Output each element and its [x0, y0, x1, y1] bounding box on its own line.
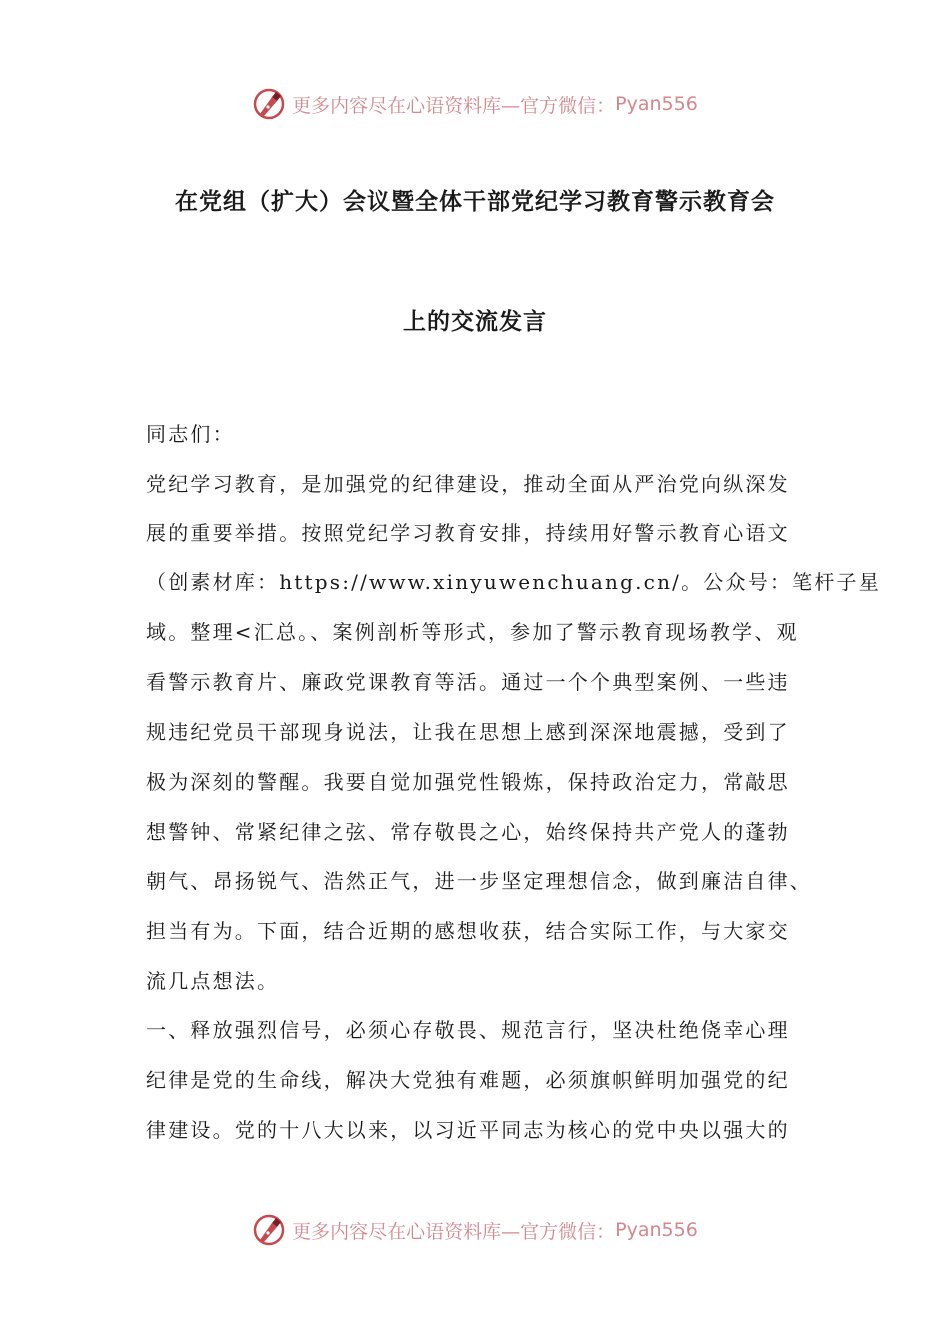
body-line: 纪律是党的生命线，解决大党独有难题，必须旗帜鲜明加强党的纪 [146, 1068, 790, 1092]
body-line: 朝气、昂扬锐气、浩然正气，进一步坚定理想信念，做到廉洁自律、 [146, 869, 812, 893]
watermark-text: 更多内容尽在心语资料库—官方微信： [292, 1220, 616, 1243]
pen-nib-logo-icon [252, 1213, 286, 1247]
watermark-footer [0, 1210, 950, 1250]
document-title-line-1: 在党组（扩大）会议暨全体干部党纪学习教育警示教育会 [175, 188, 775, 215]
body-line: 想警钟、常紧纪律之弦、常存敬畏之心，始终保持共产党人的蓬勃 [146, 820, 790, 844]
body-line: 党纪学习教育，是加强党的纪律建设，推动全面从严治党向纵深发 [146, 472, 790, 496]
document-title-line-2: 上的交流发言 [403, 308, 547, 335]
pen-nib-logo-icon [252, 87, 286, 121]
section-heading: 一、释放强烈信号，必须心存敬畏、规范言行，坚决杜绝侥幸心理 [146, 1018, 790, 1042]
body-line: 流几点想法。 [146, 969, 280, 993]
body-line: 展的重要举措。按照党纪学习教育安排，持续用好警示教育心语文 [146, 521, 790, 545]
watermark-text: 更多内容尽在心语资料库—官方微信： [292, 94, 616, 117]
body-line: （创素材库：https://www.xinyuwenchuang.cn/。公众号：笔杆子星 [146, 570, 881, 594]
watermark-header [0, 84, 950, 124]
watermark-wechat-id: Pyan556 [615, 1219, 698, 1241]
salutation: 同志们： [146, 422, 235, 446]
body-line: 极为深刻的警醒。我要自觉加强党性锻炼，保持政治定力，常敲思 [146, 770, 790, 794]
body-line: 担当有为。下面，结合近期的感想收获，结合实际工作，与大家交 [146, 919, 790, 943]
body-line: 规违纪党员干部现身说法，让我在思想上感到深深地震撼，受到了 [146, 720, 790, 744]
watermark-wechat-id: Pyan556 [615, 93, 698, 115]
body-line: 看警示教育片、廉政党课教育等活。通过一个个典型案例、一些违 [146, 670, 790, 694]
body-line: 域。整理<汇总。、案例剖析等形式，参加了警示教育现场教学、观 [146, 620, 799, 644]
body-line: 律建设。党的十八大以来，以习近平同志为核心的党中央以强大的 [146, 1118, 790, 1142]
